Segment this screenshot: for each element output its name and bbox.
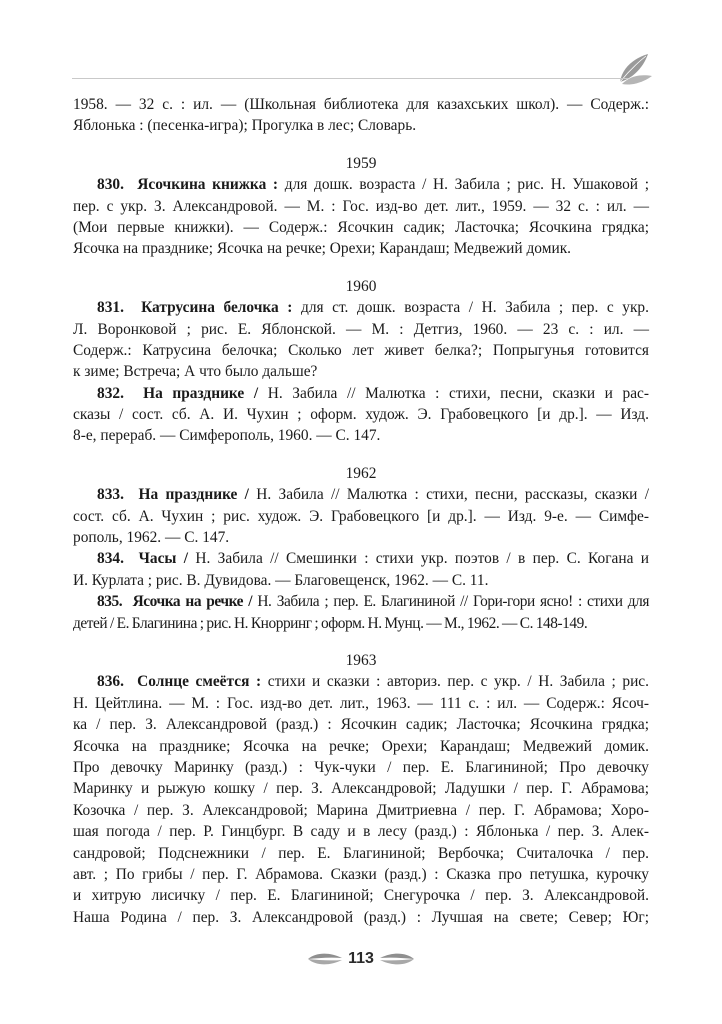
text-line: детей / Е. Благинина ; рис. Н. Кнорринг ; оформ. Н. Мунц. — М., 1962. — С. 148-149. [73, 614, 588, 632]
text-line [73, 591, 649, 612]
entry-number: 830. [97, 176, 124, 194]
text-line: Содерж.: Катрусина белочка; Сколько лет живет белка?; Попрыгунья готовится [73, 341, 649, 359]
text-line: сказы / сост. сб. А. И. Чухин ; оформ. худож. Э. Грабовецкого [и др.]. — Изд. [73, 406, 649, 424]
entry-title: Ясочкина книжка : [137, 176, 279, 194]
header-rule [72, 78, 628, 79]
page-number: 113 [348, 950, 374, 967]
entry-text: для ст. дошк. возраста / Н. Забила ; пер. с укр. [300, 299, 649, 317]
text-line: (Мои первые книжки). — Содерж.: Ясочкин садик; Ласточка; Ясочкина грядка; [73, 218, 649, 236]
year-heading-1963: 1963 [345, 651, 377, 669]
entry-830 [73, 174, 649, 260]
text-line: Н. Цейтлина. — М. : Гос. изд-во дет. лит., 1963. — 111 с. : ил. — Содерж.: Ясоч- [73, 694, 649, 712]
entry-title: На празднике / [143, 384, 259, 402]
entry-text: Н. Забила // Малютка : стихи, песни, рассказы, сказки / [256, 486, 649, 504]
text-line: сост. сб. А. Чухин ; рис. худож. Э. Грабовецкого [и др.]. — Изд. 9-е. — Симфе- [73, 507, 649, 525]
entry-text: Н. Забила // Смешинки : стихи укр. поэтов / в пер. С. Когана и [195, 550, 649, 568]
entry-title: Часы / [138, 550, 189, 568]
page-body [73, 94, 649, 928]
text-line [73, 671, 649, 692]
text-line: Наша Родина / пер. З. Александровой (разд.) : Лучшая на свете; Север; Юг; [73, 908, 649, 926]
text-line: Л. Воронковой ; рис. Е. Яблонской. — М. : Детгиз, 1960. — 23 с. : ил. — [73, 320, 649, 338]
text-line [73, 548, 649, 569]
text-line: Ясочка на празднике; Ясочка на речке; Орехи; Карандаш; Медвежий домик. [73, 240, 572, 258]
entry-number: 834. [97, 550, 124, 568]
year-heading-1959: 1959 [345, 154, 377, 172]
text-line [73, 484, 649, 505]
entry-835 [73, 591, 649, 634]
entry-title: Ясочка на речке / [132, 593, 253, 611]
text-line [73, 383, 649, 404]
text-line: и хитрую лисичку / пер. Е. Благининой; Снегурочка / пер. З. Александровой. [73, 887, 649, 905]
text-line: Яблонька : (песенка-игра); Прогулка в лес; Словарь. [73, 117, 417, 135]
entry-title: Катрусина белочка : [141, 299, 293, 317]
right-leaf-ornament-icon [380, 952, 414, 966]
text-line [73, 174, 649, 195]
text-line: пер. с укр. З. Александровой. — М. : Гос. изд-во дет. лит., 1959. — 32 с. : ил. — [73, 197, 649, 215]
entry-title: На празднике / [138, 486, 249, 504]
text-line: Маринку и рыжую кошку / пер. З. Александровой; Ладушки / пер. Г. Абрамова; [73, 780, 649, 798]
text-line: авт. ; По грибы / пер. Г. Абрамова. Сказки (разд.) : Сказка про петушка, курочку [73, 865, 649, 883]
entry-number: 832. [97, 384, 124, 402]
year-heading-1960: 1960 [345, 277, 377, 295]
text-line: Про девочку Маринку (разд.) : Чук-чуки / пер. Е. Благининой; Про девочку [73, 758, 649, 776]
entry-number: 833. [97, 486, 124, 504]
text-line: И. Курлата ; рис. В. Дувидова. — Благовещенск, 1962. — С. 11. [73, 571, 489, 589]
entry-834 [73, 548, 649, 591]
entry-text: Н. Забила ; пер. Е. Благининой // Гори-гори ясно! : стихи для [257, 593, 650, 611]
entry-text: стихи и сказки : авториз. пер. с укр. / Н. Забила ; рис. [267, 673, 649, 691]
entry-number: 835. [97, 593, 123, 611]
text-line: к зиме; Встреча; А что было дальше? [73, 363, 318, 381]
entry-number: 836. [97, 673, 124, 691]
entry-number: 831. [97, 299, 124, 317]
entry-832 [73, 383, 649, 447]
entry-text: Н. Забила // Малютка : стихи, песни, сказки и рас- [267, 384, 649, 402]
year-heading-1962: 1962 [345, 464, 377, 482]
text-line: 1958. — 32 с. : ил. — (Школьная библиотека для казахських школ). — Содерж.: [73, 96, 649, 113]
text-line: шая погода / пер. Р. Гинцбург. В саду и в лесу (разд.) : Яблонька / пер. З. Алек- [73, 823, 649, 841]
left-leaf-ornament-icon [308, 952, 342, 966]
entry-836 [73, 671, 649, 928]
leaf-ornament-icon [614, 50, 654, 86]
text-line: рополь, 1962. — С. 147. [73, 529, 230, 547]
page-footer [0, 947, 722, 971]
entry-833 [73, 484, 649, 548]
text-line: Ясочка на празднике; Ясочка на речке; Орехи; Карандаш; Медвежий домик. [73, 737, 649, 755]
text-line: сандровой; Подснежники / пер. Е. Благининой; Вербочка; Считалочка / пер. [73, 844, 649, 862]
entry-831 [73, 297, 649, 383]
text-line: Козочка / пер. З. Александровой; Марина Дмитриевна / пер. Г. Абрамова; Хоро- [73, 801, 649, 819]
text-line: ка / пер. З. Александровой (разд.) : Ясочкин садик; Ласточка; Ясочкина грядка; [73, 716, 649, 734]
entry-title: Солнце смеётся : [137, 673, 262, 691]
entry-text: для дошк. возраста / Н. Забила ; рис. Н. Ушаковой ; [284, 176, 649, 194]
text-line [73, 297, 649, 318]
text-line: 8-е, перераб. — Симферополь, 1960. — С. 147. [73, 427, 381, 445]
